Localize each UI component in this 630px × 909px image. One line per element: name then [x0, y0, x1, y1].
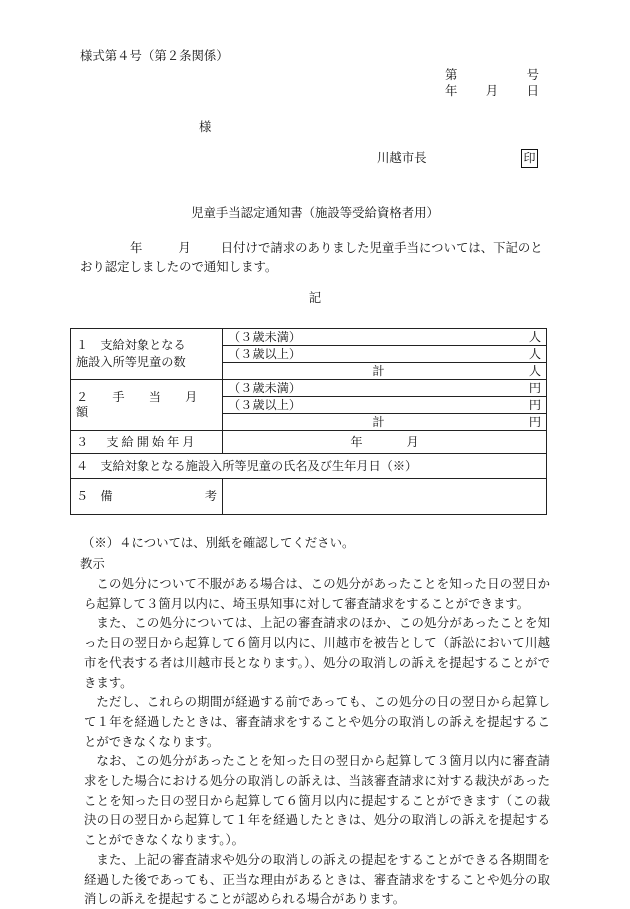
- instruction-paragraph: また、上記の審査請求や処分の取消しの訴えの提起をすることができる各期間を経過した後であっても、正当な理由があるときは、審査請求をすることや処分の取消しの訴えを提起することが認められる場合があります。: [84, 851, 550, 907]
- addressee-suffix: 様: [199, 119, 212, 134]
- form-number: 様式第４号（第２条関係）: [80, 48, 229, 63]
- row2-under3-label: （３歳未満）: [228, 380, 302, 395]
- row2-over3-cell: [223, 397, 547, 414]
- detail-table: [70, 328, 547, 515]
- document-number-line: [445, 68, 539, 83]
- row1-unit: 人: [528, 363, 541, 378]
- row2-unit: 円: [528, 380, 541, 395]
- table-row: [71, 454, 547, 479]
- row2-under3-cell: [223, 380, 547, 397]
- instruction-heading: 教示: [80, 556, 105, 571]
- row1-label-line1: １ 支給対象となる: [76, 338, 186, 352]
- ki-heading: 記: [308, 290, 322, 305]
- row3-label: ３ 支給開始年月: [71, 431, 223, 454]
- row5-label: [71, 479, 223, 515]
- intro-paragraph: [80, 238, 550, 276]
- row3-value-cell: [223, 431, 547, 454]
- instruction-paragraph: ただし、これらの期間が経過する前であっても、この処分の日の翌日から起算して１年を経過したときは、審査請求をすることや処分の取消しの訴えを提起することができなくなります。: [84, 694, 550, 749]
- issuer-name: 川越市長: [377, 150, 427, 165]
- date-day: 日: [526, 83, 539, 98]
- row2-unit: 円: [528, 397, 541, 412]
- date-year: 年: [445, 83, 458, 98]
- row5-label-end: 考: [204, 489, 217, 504]
- row1-total-cell: [223, 363, 547, 380]
- row1-over3-label: （３歳以上）: [228, 346, 302, 361]
- row5-value-cell: [223, 479, 547, 515]
- row2-over3-label: （３歳以上）: [228, 397, 302, 412]
- row2-total-label: 計: [372, 414, 385, 429]
- instruction-paragraph: また、この処分については、上記の審査請求のほか、この処分があったことを知った日の翌日から起算して６箇月以内に、川越市を被告として（訴訟において川越市を代表する者は川越市長となります。）、処分の取消しの訴えを提起することができます。: [84, 615, 550, 690]
- instruction-paragraph: この処分について不服がある場合は、この処分があったことを知った日の翌日から起算して３箇月以内に、埼玉県知事に対して審査請求をすることができます。: [84, 576, 550, 611]
- document-title: 児童手当認定通知書（施設等受給資格者用）: [191, 205, 439, 220]
- row1-unit: 人: [528, 346, 541, 361]
- table-row: [71, 431, 547, 454]
- row3-month: 月: [406, 434, 419, 449]
- row4-label: ４ 支給対象となる施設入所等児童の氏名及び生年月日（※）: [71, 454, 547, 479]
- row2-unit: 円: [528, 414, 541, 429]
- table-row: [71, 380, 547, 397]
- row2-total-cell: [223, 414, 547, 431]
- row1-unit: 人: [528, 329, 541, 344]
- date-month: 月: [485, 83, 499, 98]
- row1-under3-label: （３歳未満）: [228, 329, 302, 344]
- intro-text: 日付けで請求のありました児童手当については、下記のとおり認定しましたので通知します。: [80, 240, 543, 274]
- row1-total-label: 計: [372, 363, 385, 378]
- table-row: [71, 479, 547, 515]
- row1-under3-cell: [223, 329, 547, 346]
- intro-year: 年: [130, 240, 143, 255]
- number-suffix: 号: [526, 67, 539, 82]
- row1-over3-cell: [223, 346, 547, 363]
- row5-label-num: ５ 備: [76, 489, 113, 504]
- date-line: [445, 84, 539, 99]
- row2-label: ２ 手 当 月 額: [71, 380, 223, 431]
- instruction-paragraph: なお、この処分があったことを知った日の翌日から起算して３箇月以内に審査請求をした場合における処分の取消しの訴えは、当該審査請求に対する裁決があったことを知った日の翌日から起算して６箇月以内に提起することができます（この裁決の日の翌日から起算して１年を経過したときは、処分の取消しの訴えを提起することができなくなります。）。: [84, 753, 550, 848]
- row1-label-line2: 施設入所等児童の数: [76, 355, 186, 369]
- row1-label: [71, 329, 223, 380]
- table-row: [71, 329, 547, 346]
- row3-year: 年: [350, 434, 363, 449]
- intro-month: 月: [178, 240, 191, 255]
- table-footnote: （※）４については、別紙を確認してください。: [82, 535, 355, 550]
- number-prefix: 第: [445, 67, 458, 82]
- instruction-body: [84, 574, 550, 909]
- seal-mark: 印: [521, 149, 538, 168]
